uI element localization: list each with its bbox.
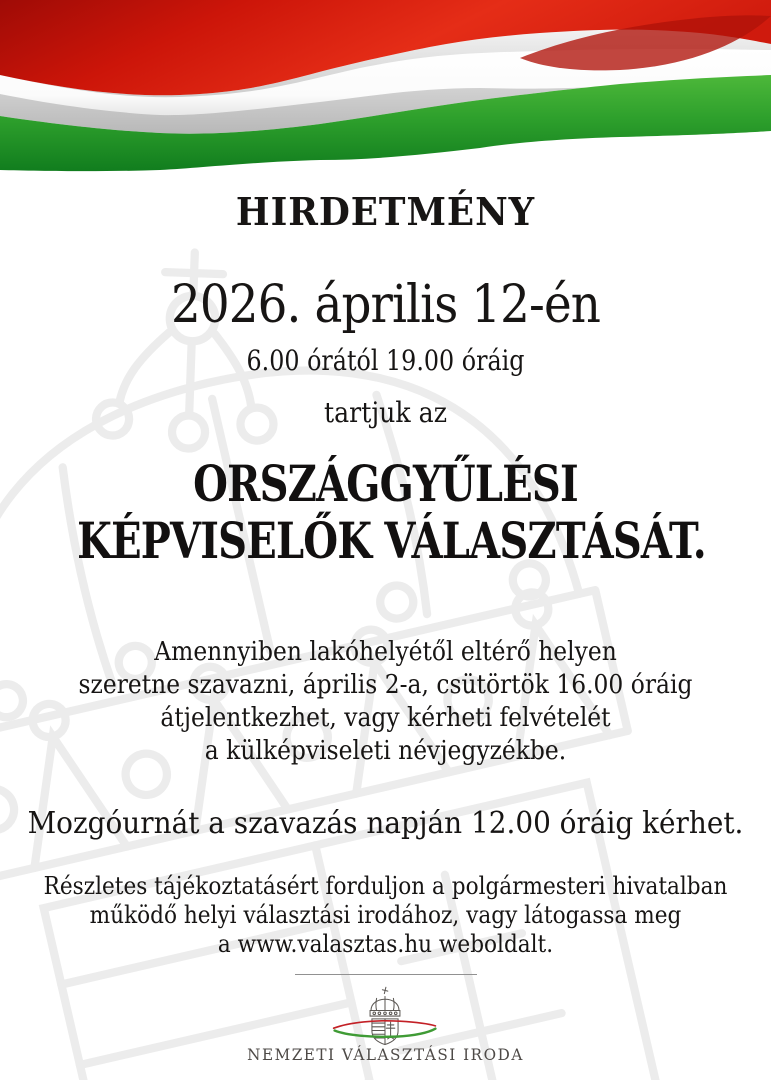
info-line: Részletes tájékoztatásért forduljon a polgármesteri hivatalban bbox=[43, 872, 728, 900]
nvi-coat-of-arms-logo-icon bbox=[329, 986, 441, 1048]
info-paragraph bbox=[39, 872, 733, 959]
transfer-notice-line: átjelentkezhet, vagy kérheti felvételét bbox=[160, 703, 611, 733]
poster-title: HIRDETMÉNY bbox=[235, 189, 536, 234]
headline-line-1: ORSZÁGGYŰLÉSI bbox=[193, 454, 578, 513]
connector-text: tartjuk az bbox=[324, 396, 447, 429]
transfer-notice-paragraph bbox=[39, 636, 733, 768]
info-line: működő helyi választási irodához, vagy látogassa meg bbox=[89, 901, 682, 929]
hungarian-flag-banner-icon bbox=[0, 0, 771, 200]
organization-name: NEMZETI VÁLASZTÁSI IRODA bbox=[247, 1045, 524, 1064]
headline-line-2: KÉPVISELŐK VÁLASZTÁSÁT. bbox=[77, 511, 706, 570]
mobile-ballot-notice: Mozgóurnát a szavazás napján 12.00 óráig kérhet. bbox=[27, 806, 744, 841]
info-line: a www.valasztas.hu weboldalt. bbox=[217, 930, 554, 958]
transfer-notice-line: a külképviseleti névjegyzékbe. bbox=[204, 736, 567, 766]
footer-divider bbox=[295, 974, 477, 975]
transfer-notice-line: Amennyiben lakóhelyétől eltérő helyen bbox=[154, 637, 617, 667]
transfer-notice-line: szeretne szavazni, április 2-a, csütörtök 16.00 óráig bbox=[78, 670, 693, 700]
election-headline bbox=[77, 454, 706, 570]
election-date: 2026. április 12-én bbox=[171, 275, 600, 335]
voting-hours: 6.00 órától 19.00 óráig bbox=[246, 344, 525, 377]
